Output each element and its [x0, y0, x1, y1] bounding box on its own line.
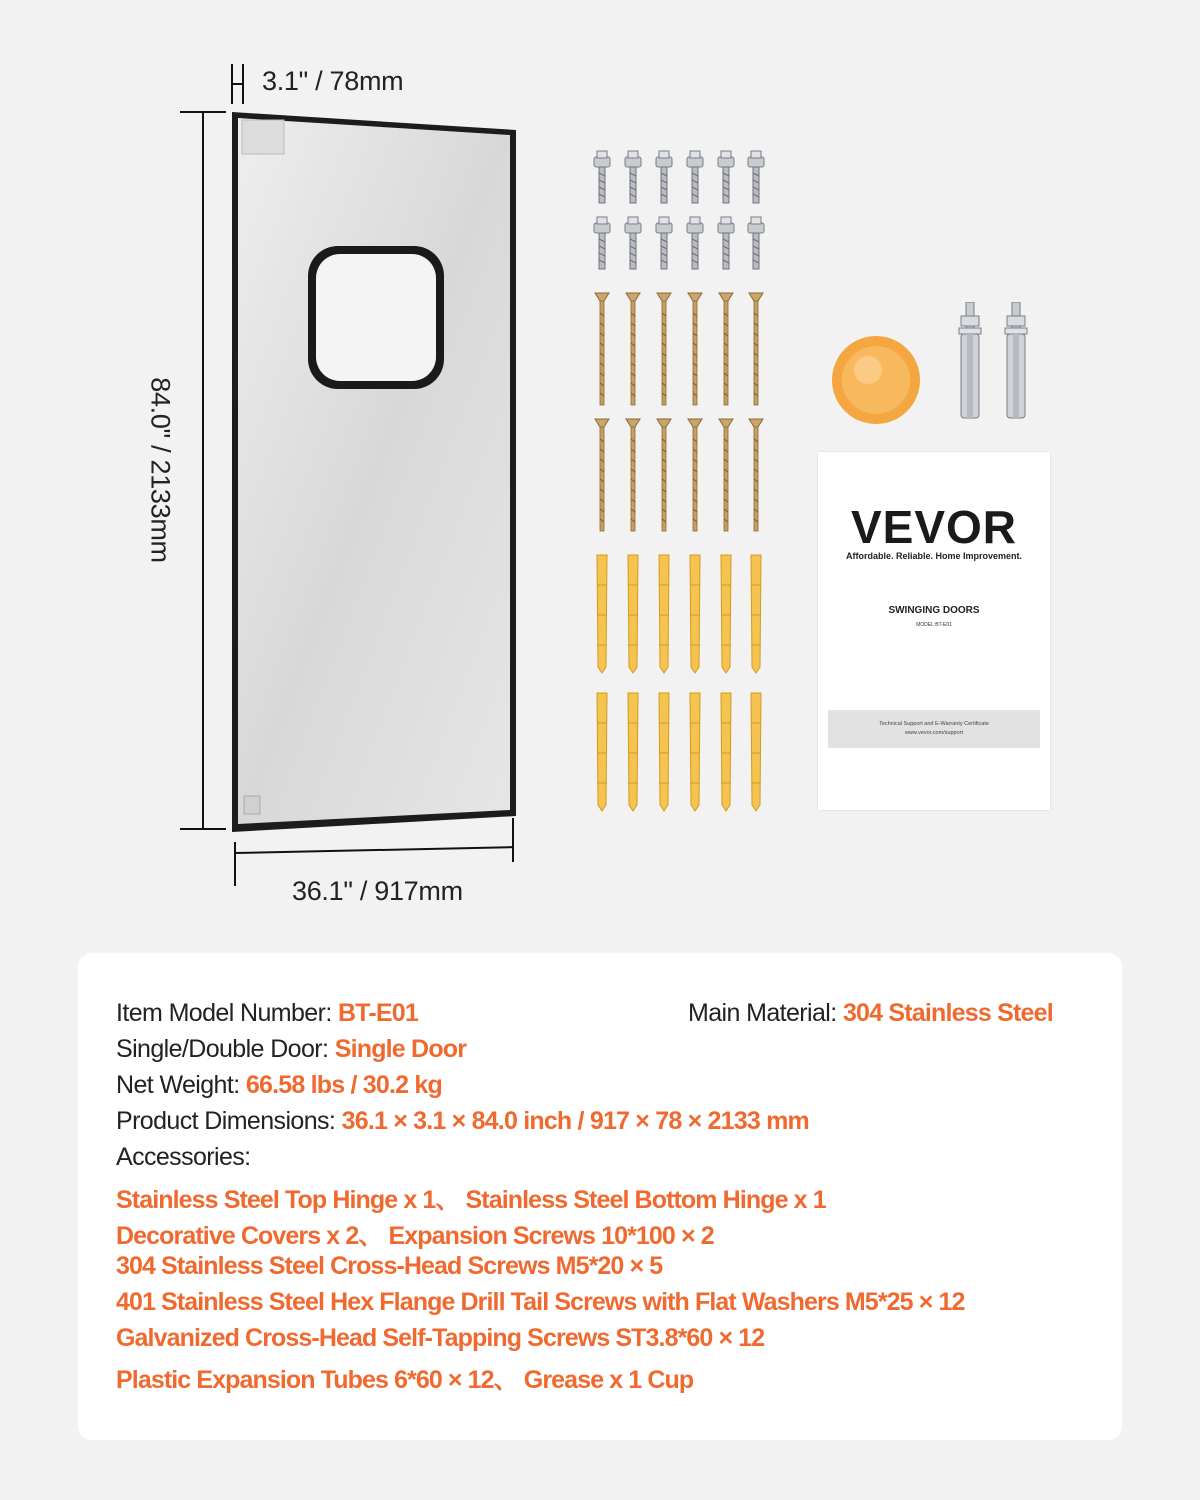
spec-material-value: 304 Stainless Steel	[842, 999, 1053, 1027]
manual-brand-logo: VEVOR	[850, 501, 1018, 553]
accessory-item: Stainless Steel Top Hinge x 1、 Stainless Steel Bottom Hinge x 1	[116, 1186, 826, 1214]
spec-dimensions-row	[116, 1107, 809, 1136]
spec-material-label: Main Material:	[688, 999, 843, 1027]
instruction-manual	[818, 452, 1050, 810]
swinging-door-image	[232, 110, 522, 840]
spec-door-row	[116, 1035, 466, 1064]
depth-dimension-label: 3.1" / 78mm	[262, 66, 404, 96]
manual-title: SWINGING DOORS	[888, 605, 980, 616]
spec-model-row	[116, 999, 418, 1028]
spec-model-label: Item Model Number:	[116, 999, 339, 1027]
accessory-item: Galvanized Cross-Head Self-Tapping Screws ST3.8*60 × 12	[116, 1324, 765, 1352]
manual-support-line1: Technical Support and E-Warranty Certificate	[879, 721, 989, 727]
accessory-item: Decorative Covers x 2、 Expansion Screws 10*100 × 2	[116, 1222, 714, 1250]
spec-door-label: Single/Double Door:	[116, 1035, 335, 1063]
accessory-item: 401 Stainless Steel Hex Flange Drill Tail Screws with Flat Washers M5*25 × 12	[116, 1288, 965, 1316]
spec-weight-label: Net Weight:	[116, 1071, 246, 1099]
grease-cup-image	[828, 332, 924, 428]
spec-weight-row	[116, 1071, 442, 1100]
spec-model-value: BT-E01	[338, 999, 418, 1027]
hardware-set-image	[580, 145, 780, 825]
spec-dimensions-label: Product Dimensions:	[116, 1107, 342, 1135]
spec-accessories-label: Accessories:	[116, 1143, 251, 1171]
accessory-item: Plastic Expansion Tubes 6*60 × 12、 Grease x 1 Cup	[116, 1366, 694, 1394]
manual-model: MODEL:BT-E01	[916, 622, 952, 628]
height-line	[202, 111, 204, 830]
width-dimension-label: 36.1" / 917mm	[292, 876, 463, 906]
height-dimension-label: 84.0" / 2133mm	[145, 377, 176, 563]
accessory-item: 304 Stainless Steel Cross-Head Screws M5*20 × 5	[116, 1252, 663, 1280]
spec-weight-value: 66.58 lbs / 30.2 kg	[245, 1071, 442, 1099]
depth-line	[231, 83, 244, 85]
specifications-card	[78, 953, 1122, 1440]
manual-tagline: Affordable. Reliable. Home Improvement.	[845, 551, 1023, 561]
manual-support-line2: www.vevor.com/support	[904, 730, 964, 736]
width-line	[235, 846, 513, 854]
spec-door-value: Single Door	[334, 1035, 467, 1063]
expansion-bolts-image	[944, 302, 1044, 427]
spec-material-row	[688, 999, 1053, 1028]
manual-support-box	[828, 710, 1040, 748]
width-tick-left	[234, 842, 236, 886]
spec-dimensions-value: 36.1 × 3.1 × 84.0 inch / 917 × 78 × 2133 mm	[341, 1107, 809, 1135]
